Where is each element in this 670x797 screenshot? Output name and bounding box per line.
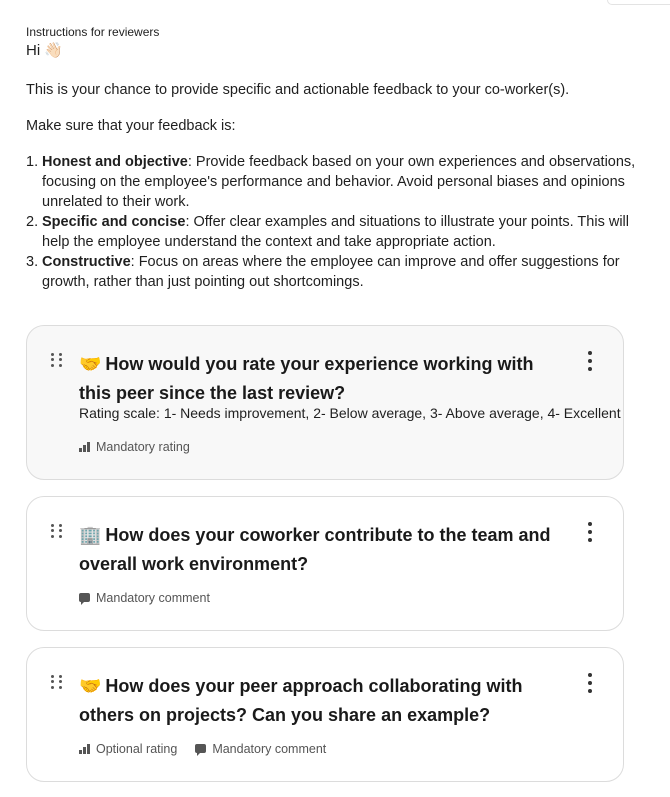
- question-tags: [79, 440, 208, 454]
- guideline-text: : Focus on areas where the employee can improve and offer suggestions for growth, rather than just pointing out shortcomings.: [42, 254, 620, 290]
- question-card[interactable]: [26, 647, 624, 782]
- guideline-item: 3. Constructive: Focus on areas where the employee can improve and offer suggestions for growth, rather than just pointing out shortcomings.: [26, 254, 620, 290]
- guideline-item: 1. Honest and objective: Provide feedback based on your own experiences and observations, focusing on the employee's performance and behavior. Avoid personal biases and opinions unrelated to their work.: [26, 154, 636, 210]
- reviewer-instructions: [26, 24, 646, 292]
- guideline-item: 2. Specific and concise: Offer clear examples and situations to illustrate your points. This will help the employee understand the context and take appropriate action.: [26, 214, 629, 250]
- comment-icon: [79, 593, 90, 602]
- popover-edge: [607, 0, 670, 5]
- intro-paragraph: This is your chance to provide specific and actionable feedback to your co-worker(s).: [26, 82, 570, 98]
- tag-mandatory-comment: Mandatory comment: [79, 591, 210, 605]
- guideline-text: : Offer clear examples and situations to illustrate your points. This will help the employee understand the context and take appropriate action.: [42, 214, 629, 250]
- tag-mandatory-rating: Mandatory rating: [79, 440, 190, 454]
- question-tags: [79, 742, 344, 756]
- guideline-text: : Provide feedback based on your own experiences and observations, focusing on the employee's performance and behavior. Avoid personal biases and opinions unrelated to their work.: [42, 154, 636, 210]
- handshake-icon: 🤝: [79, 676, 102, 697]
- guideline-title: Constructive: [42, 254, 131, 270]
- more-options-icon[interactable]: [587, 351, 593, 371]
- instructions-label: Instructions for reviewers: [26, 25, 160, 39]
- tag-mandatory-comment: Mandatory comment: [195, 742, 326, 756]
- question-title: 🏢 How does your coworker contribute to the team and overall work environment?: [79, 525, 551, 574]
- tag-optional-rating: Optional rating: [79, 742, 177, 756]
- office-building-icon: 🏢: [79, 525, 102, 546]
- question-tags: [79, 591, 228, 605]
- more-options-icon[interactable]: [587, 522, 593, 542]
- question-card[interactable]: [26, 496, 624, 631]
- more-options-icon[interactable]: [587, 673, 593, 693]
- question-card[interactable]: [26, 325, 624, 480]
- drag-handle-icon[interactable]: [51, 524, 63, 538]
- comment-icon: [195, 744, 206, 753]
- greeting: Hi 👋🏻: [26, 42, 64, 59]
- bar-chart-icon: [79, 744, 90, 754]
- bar-chart-icon: [79, 442, 90, 452]
- guideline-title: Honest and objective: [42, 154, 188, 170]
- drag-handle-icon[interactable]: [51, 675, 63, 689]
- question-title: 🤝 How does your peer approach collaborating with others on projects? Can you share an example?: [79, 676, 523, 725]
- drag-handle-icon[interactable]: [51, 353, 63, 367]
- feedback-guidelines-list: [26, 152, 646, 292]
- question-title: 🤝 How would you rate your experience working with this peer since the last review?: [79, 354, 534, 403]
- question-subtitle: Rating scale: 1- Needs improvement, 2- Below average, 3- Above average, 4- Excellent: [79, 405, 621, 421]
- guideline-title: Specific and concise: [42, 214, 186, 230]
- handshake-icon: 🤝: [79, 354, 102, 375]
- intro-paragraph-2: Make sure that your feedback is:: [26, 118, 236, 134]
